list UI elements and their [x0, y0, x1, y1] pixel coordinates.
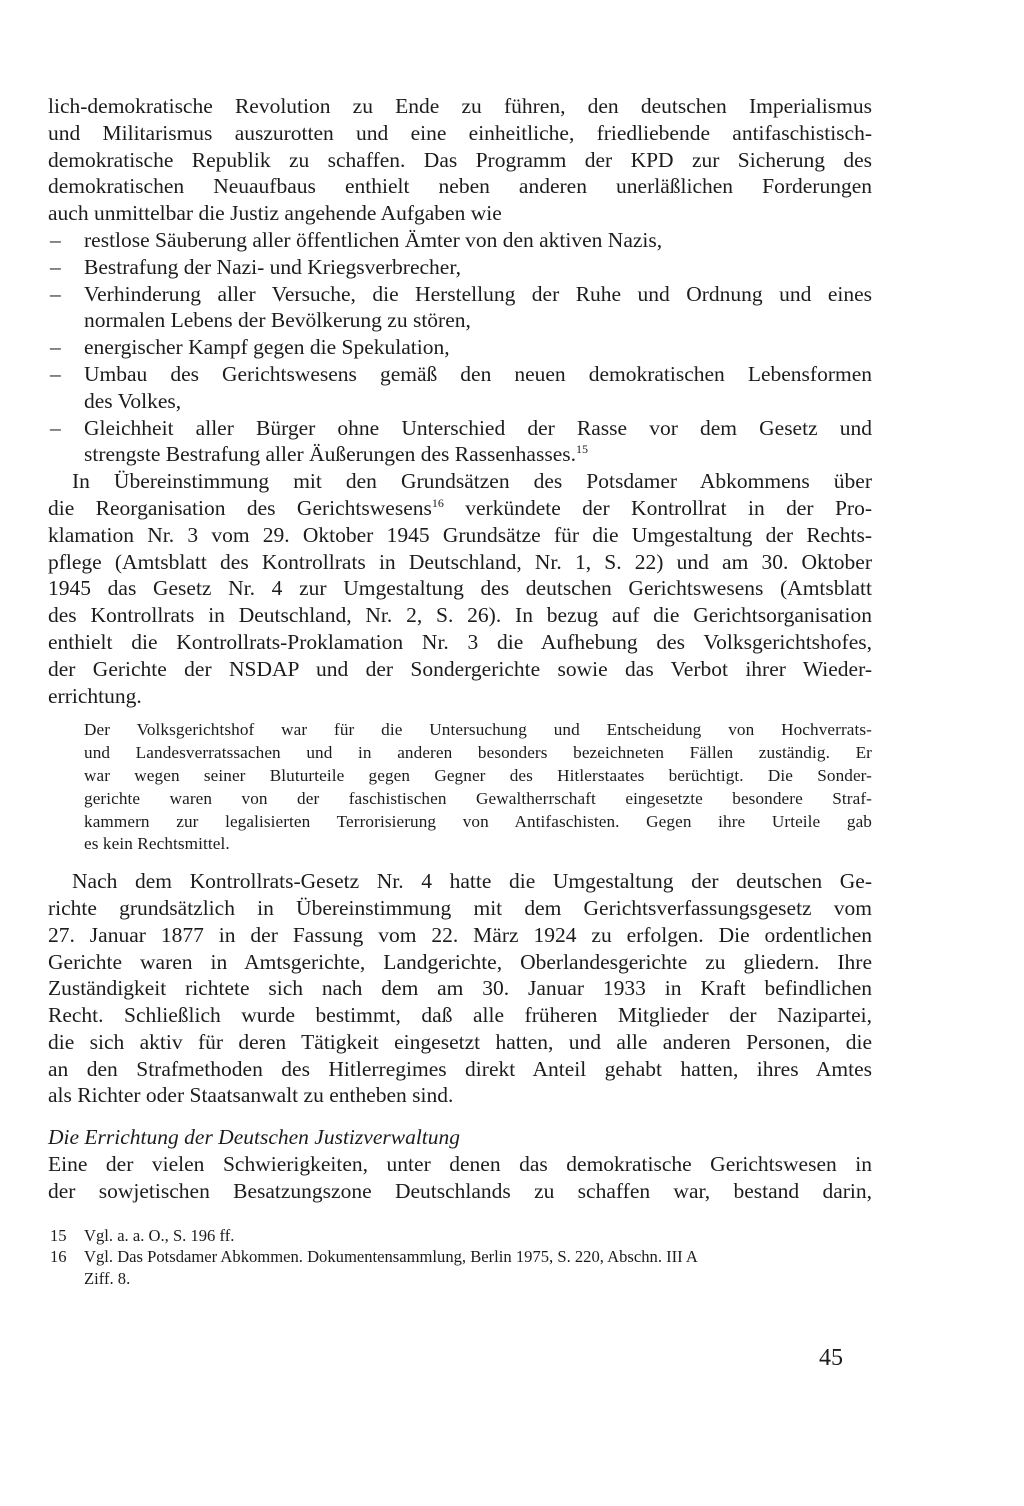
list-item-text: Gleichheit aller Bürger ohne Unterschied der Rasse vor dem Gesetz und [84, 415, 872, 440]
dash-bullet: – [50, 415, 61, 440]
page-number: 45 [819, 1345, 843, 1371]
list-item-text: Umbau des Gerichtswesens gemäß den neuen demokratischen Lebensformen [84, 361, 872, 386]
text-line: demokratischen Neuaufbaus enthielt neben anderen unerläßlichen Forderungen [48, 174, 872, 199]
text-line: der sowjetischen Besatzungszone Deutschlands zu schaffen war, bestand darin, [48, 1178, 872, 1203]
text-line: lich-demokratische Revolution zu Ende zu führen, den deutschen Imperialismus [48, 94, 872, 118]
list-item-text: restlose Säuberung aller öffentlichen Ämter von den aktiven Nazis, [84, 227, 663, 252]
list-item [48, 281, 872, 308]
footnote-ref: 15 [575, 442, 588, 457]
dash-bullet: – [50, 281, 61, 306]
paragraph-intro [48, 93, 872, 227]
note-line: und Landesverratssachen und in anderen besonders bezeichneten Fällen zuständig. Er [84, 743, 872, 763]
list-item-text: Verhinderung aller Versuche, die Herstellung der Ruhe und Ordnung und eines [84, 281, 872, 306]
list-item [48, 254, 872, 281]
text-line: 27. Januar 1877 in der Fassung vom 22. März 1924 zu erfolgen. Die ordentlichen [48, 922, 872, 947]
footnotes [48, 1225, 872, 1290]
text-line: 1945 das Gesetz Nr. 4 zur Umgestaltung des deutschen Gerichtswesens (Amtsblatt [48, 576, 872, 601]
note-line: Der Volksgerichtshof war für die Untersuchung und Entscheidung von Hochverrats- [84, 720, 872, 740]
list-item [48, 334, 872, 361]
text-segment: verkündete der Kontrollrat in der Pro- [443, 495, 872, 520]
text-line: die sich aktiv für deren Tätigkeit eingesetzt hatten, und alle anderen Personen, die [48, 1029, 872, 1054]
footnote [48, 1246, 872, 1268]
list-item-continuation: normalen Lebens der Bevölkerung zu stören, [84, 308, 471, 333]
footnote [48, 1225, 872, 1247]
explanatory-note [48, 719, 872, 856]
dash-bullet: – [50, 335, 61, 360]
text-line: Nach dem Kontrollrats-Gesetz Nr. 4 hatte die Umgestaltung der deutschen Ge- [72, 869, 872, 894]
footnote-number: 15 [50, 1225, 67, 1245]
text-line: an den Strafmethoden des Hitlerregimes direkt Anteil gehabt hatten, ihres Amtes [48, 1056, 872, 1081]
text-line: der Gerichte der NSDAP und der Sondergerichte sowie das Verbot ihrer Wieder- [48, 656, 872, 681]
text-line: demokratische Republik zu schaffen. Das Programm der KPD zur Sicherung des [48, 147, 872, 172]
demands-list [48, 227, 872, 468]
footnote-continuation: Ziff. 8. [84, 1268, 131, 1288]
list-item [48, 415, 872, 442]
note-line: gerichte waren von der faschistischen Gewaltherrschaft eingesetzte besondere Straf- [84, 788, 872, 808]
note-line: war wegen seiner Bluturteile gegen Gegner des Hitlerstaates berüchtigt. Die Sonder- [84, 765, 872, 785]
text-segment: die Reorganisation des Gerichtswesens [48, 495, 432, 520]
page-body [48, 93, 872, 1289]
text-line: auch unmittelbar die Justiz angehende Aufgaben wie [48, 201, 502, 226]
list-item-text: strengste Bestrafung aller Äußerungen des Rassenhasses. [84, 442, 576, 467]
text-line: Eine der vielen Schwierigkeiten, unter denen das demokratische Gerichtswesen in [48, 1152, 872, 1177]
text-line: des Kontrollrats in Deutschland, Nr. 2, S. 26). In bezug auf die Gerichtsorganisation [48, 603, 872, 628]
dash-bullet: – [50, 254, 61, 279]
text-line: errichtung. [48, 683, 142, 708]
text-line: pflege (Amtsblatt des Kontrollrats in Deutschland, Nr. 1, S. 22) und am 30. Oktober [48, 549, 872, 574]
section-justizverwaltung [48, 1124, 872, 1204]
footnote-ref: 16 [431, 495, 444, 510]
text-line [48, 495, 872, 522]
text-line: richte grundsätzlich in Übereinstimmung mit dem Gerichtsverfassungsgesetz vom [48, 895, 872, 920]
list-item-text: energischer Kampf gegen die Spekulation, [84, 335, 450, 360]
text-line: Zuständigkeit richtete sich nach dem am 30. Januar 1933 in Kraft befindlichen [48, 976, 872, 1001]
text-line: In Übereinstimmung mit den Grundsätzen des Potsdamer Abkommens über [72, 469, 872, 494]
footnote-text: Vgl. a. a. O., S. 196 ff. [84, 1225, 235, 1245]
text-line: klamation Nr. 3 vom 29. Oktober 1945 Grundsätze für die Umgestaltung der Rechts- [48, 522, 872, 547]
section-heading: Die Errichtung der Deutschen Justizverwaltung [48, 1125, 461, 1150]
paragraph-kontrollrat [48, 868, 872, 1109]
list-item [48, 361, 872, 388]
note-line: es kein Rechtsmittel. [84, 834, 230, 854]
list-item [48, 227, 872, 254]
list-item-continuation: des Volkes, [84, 388, 182, 413]
dash-bullet: – [50, 227, 61, 252]
list-item-text: Bestrafung der Nazi- und Kriegsverbrecher, [84, 254, 462, 279]
text-line: Gerichte waren in Amtsgerichte, Landgerichte, Oberlandesgerichte zu gliedern. Ihre [48, 949, 872, 974]
dash-bullet: – [50, 361, 61, 386]
paragraph-potsdam [48, 468, 872, 709]
text-line: als Richter oder Staatsanwalt zu entheben sind. [48, 1083, 454, 1108]
text-line: und Militarismus auszurotten und eine einheitliche, friedliebende antifaschistisch- [48, 120, 872, 145]
footnote-number: 16 [50, 1247, 67, 1267]
text-line: enthielt die Kontrollrats-Proklamation Nr. 3 die Aufhebung des Volksgerichtshofes, [48, 629, 872, 654]
footnote-text: Vgl. Das Potsdamer Abkommen. Dokumentensammlung, Berlin 1975, S. 220, Abschn. III A [84, 1247, 698, 1267]
note-line: kammern zur legalisierten Terrorisierung von Antifaschisten. Gegen ihre Urteile gab [84, 811, 872, 831]
text-line: Recht. Schließlich wurde bestimmt, daß alle früheren Mitglieder der Nazipartei, [48, 1003, 872, 1028]
list-item-continuation [48, 441, 872, 468]
